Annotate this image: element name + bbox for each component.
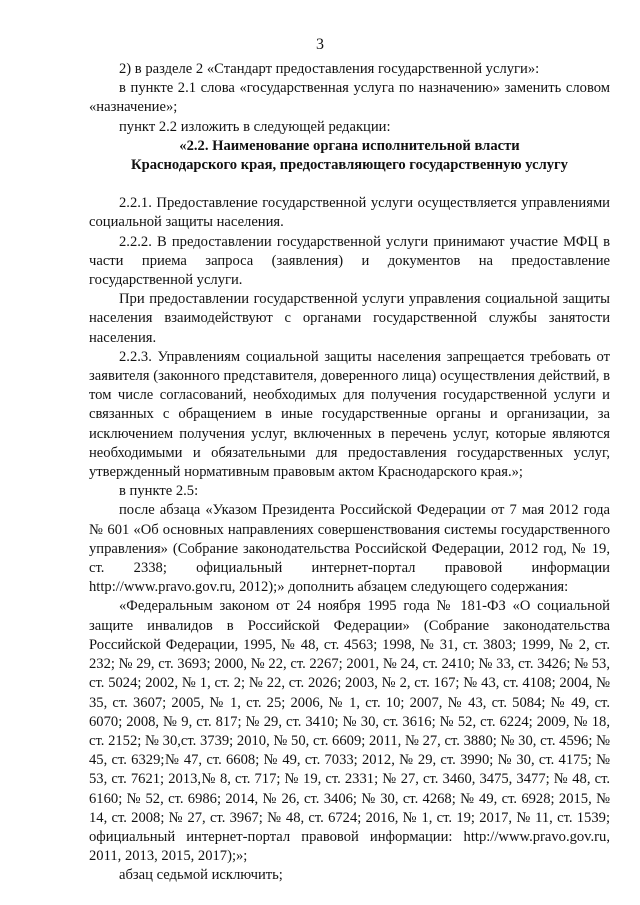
document-body <box>89 60 610 886</box>
paragraph-interaction: При предоставлении государственной услуги управления социальной защиты населения взаимодействуют с органами государственной службы занятости населения. <box>89 291 610 346</box>
spacer <box>89 175 610 194</box>
paragraph-section-2-intro: 2) в разделе 2 «Стандарт предоставления государственной услуги»: <box>119 61 540 77</box>
section-title-line-1: «2.2. Наименование органа исполнительной власти <box>179 137 520 154</box>
paragraph-2-2-2: 2.2.2. В предоставлении государственной услуги принимают участие МФЦ в части приема запроса (заявления) и документов на предоставление государственной услуги. <box>89 233 610 289</box>
paragraph-2-2-3: 2.2.3. Управлениям социальной защиты населения запрещается требовать от заявителя (законного представителя, доверенного лица) осуществления действий, в том числе согласований, необходимых для получения государственной услуги и связанных с обращением в иные государственные органы и организации, за исключением получения услуг, включенных в перечень услуг, которые являются необходимыми и обязательными для предоставления государственных услуг, утвержденный нормативным правовым актом Краснодарского края.»; <box>89 348 610 481</box>
paragraph-2-2-1: 2.2.1. Предоставление государственной услуги осуществляется управлениями социальной защиты населения. <box>89 195 610 231</box>
paragraph-after-decree: после абзаца «Указом Президента Российской Федерации от 7 мая 2012 года № 601 «Об основных направлениях совершенствования системы государственного управления» (Собрание законодательства Российской Федерации, 2012 год, № 19, ст. 2338; официальный интернет-портал правовой информации http://www.pravo.gov.ru, 2012);» дополнить абзацем следующего содержания: <box>89 502 610 596</box>
paragraph-item-2-2-intro: пункт 2.2 изложить в следующей редакции: <box>119 118 391 135</box>
paragraph-federal-law: «Федеральным законом от 24 ноября 1995 года № 181-ФЗ «О социальной защите инвалидов в Российской Федерации» (Собрание законодательства Российской Федерации, 1995, № 48, ст. 4563; 1998, № 31, ст. 3803; 1999, № 2, ст. 232; № 29, ст. 3693; 2000, № 22, ст. 2267; 2001, № 24, ст. 2410; № 33, ст. 3426; № 53, ст. 5024; 2002, № 1, ст. 2; № 22, ст. 2026; 2003, № 2, ст. 167; № 43, ст. 4108; 2004, № 35, ст. 3607; 2005, № 1, ст. 25; 2006, № 1, ст. 10; 2007, № 43, ст. 5084; № 49, ст. 6070; 2008, № 9, ст. 817; № 29, ст. 3410; № 30, ст. 3616; № 52, ст. 6224; 2009, № 18, ст. 2152; № 30,ст. 3739; 2010, № 50, ст. 6609; 2011, № 27, ст. 3880; № 30, ст. 4596; № 45, ст. 6329;№ 47, ст. 6608; № 49, ст. 7033; 2012, № 29, ст. 3990; № 30, ст. 4175; № 53, ст. 7621; 2013,№ 8, ст. 717; № 19, ст. 2331; № 27, ст. 3460, 3475, 3477; № 48, ст. 6160; № 52, ст. 6986; 2014, № 26, ст. 3406; № 30, ст. 4268; № 49, ст. 6928; 2015, № 14, ст. 2008; № 27, ст. 3967; № 48, ст. 6724; 2016, № 1, ст. 19; 2017, № 11, ст. 1539; официальный интернет-портал правовой информации: http://www.pravo.gov.ru, 2011, 2013, 2015, 2017);»; <box>89 598 610 865</box>
page-number: 3 <box>316 36 324 53</box>
section-title-line-2: Краснодарского края, предоставляющего государственную услугу <box>131 157 568 174</box>
paragraph-item-2-1: в пункте 2.1 слова «государственная услуга по назначению» заменить словом «назначение»; <box>89 80 610 116</box>
paragraph-item-2-5: в пункте 2.5: <box>119 483 199 500</box>
paragraph-exclude: абзац седьмой исключить; <box>119 867 283 884</box>
